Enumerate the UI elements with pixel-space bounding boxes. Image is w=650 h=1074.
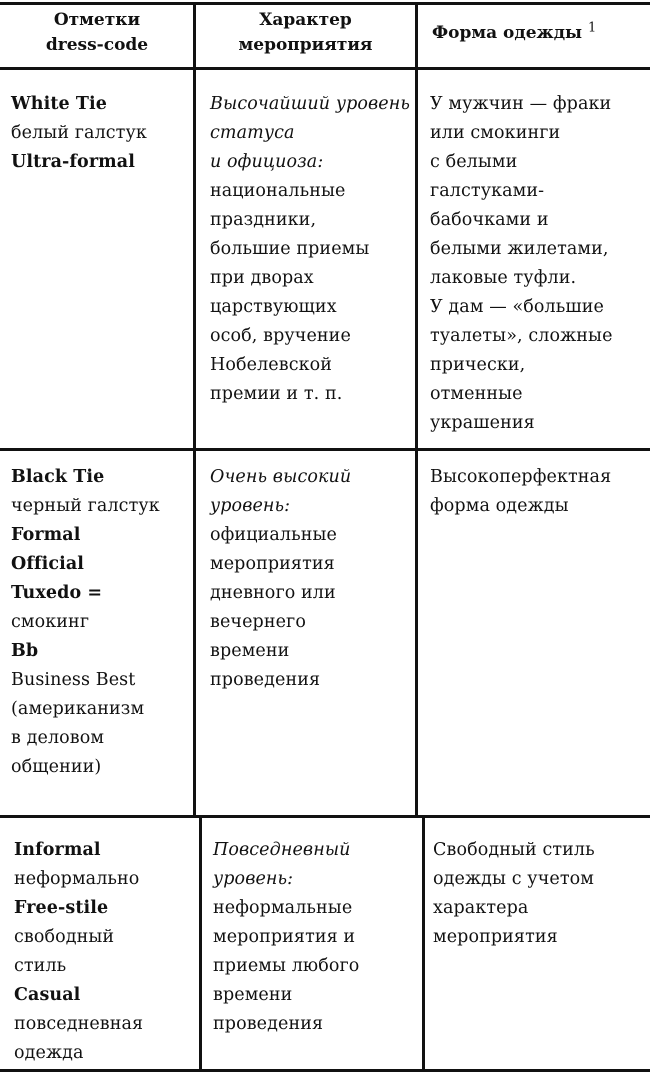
row3-event-cell xyxy=(213,836,359,1039)
dress-code-translation: стиль xyxy=(14,956,67,976)
table-bottom-border xyxy=(0,1069,650,1072)
header-divider xyxy=(0,67,650,70)
dress-code-term: Informal xyxy=(14,840,101,860)
event-description-line: премии и т. п. xyxy=(210,384,343,404)
event-level-label: уровень: xyxy=(213,869,294,889)
event-description-line: праздники, xyxy=(210,210,317,230)
clothing-description-line: галстуками- xyxy=(430,181,545,201)
row-divider-1 xyxy=(0,448,650,451)
event-description-line: проведения xyxy=(213,1014,324,1034)
dress-code-term: Tuxedo = xyxy=(11,583,103,603)
dress-code-term: Official xyxy=(11,554,85,574)
event-level-label: Очень высокий xyxy=(210,467,352,487)
header-dress-code xyxy=(2,8,192,58)
column-divider-2-top xyxy=(415,2,418,817)
clothing-description-line: отменные xyxy=(430,384,523,404)
event-description-line: Нобелевской xyxy=(210,355,333,375)
row2-dress-code-cell xyxy=(11,463,160,782)
clothing-description-line: прически, xyxy=(430,355,526,375)
dress-code-term: Black Tie xyxy=(11,467,105,487)
clothing-description-line: Свободный стиль xyxy=(433,840,595,860)
event-level-label: уровень: xyxy=(210,496,291,516)
clothing-description-line: с белыми xyxy=(430,152,518,172)
clothing-description-line: характера xyxy=(433,898,529,918)
dress-code-translation: в деловом xyxy=(11,728,105,748)
dress-code-term: Ultra-formal xyxy=(11,152,135,172)
event-description-line: мероприятия xyxy=(210,554,335,574)
header-clothing-form-label: Форма одежды xyxy=(432,23,583,43)
clothing-description-line: Высокоперфектная xyxy=(430,467,612,487)
event-level-label: Высочайший уровень xyxy=(210,94,411,114)
event-level-label: и официоза: xyxy=(210,152,324,172)
clothing-description-line: лаковые туфли. xyxy=(430,268,577,288)
event-description-line: проведения xyxy=(210,670,321,690)
header-dress-code-line: Отметки xyxy=(53,10,141,30)
dress-code-translation: (американизм xyxy=(11,699,145,719)
row1-event-cell xyxy=(210,90,410,409)
header-dress-code-line: dress-code xyxy=(45,35,149,55)
column-divider-1-top xyxy=(193,2,196,817)
event-description-line: вечернего xyxy=(210,612,306,632)
dress-code-translation: одежда xyxy=(14,1043,84,1063)
event-description-line: времени xyxy=(210,641,290,661)
dress-code-term: White Tie xyxy=(11,94,108,114)
clothing-description-line: У мужчин — фраки xyxy=(430,94,612,114)
column-divider-2-bottom xyxy=(422,815,425,1072)
clothing-description-line: белыми жилетами, xyxy=(430,239,609,259)
row1-dress-code-cell xyxy=(11,90,147,177)
table-top-border xyxy=(0,2,650,5)
clothing-description-line: мероприятия xyxy=(433,927,558,947)
dress-code-term: Bb xyxy=(11,641,39,661)
header-event-character-line: Характер xyxy=(259,10,352,30)
dress-code-translation: свободный xyxy=(14,927,115,947)
event-level-label: статуса xyxy=(210,123,295,143)
event-description-line: дневного или xyxy=(210,583,336,603)
header-event-character xyxy=(197,8,414,58)
event-description-line: при дворах xyxy=(210,268,314,288)
dress-code-translation: белый галстук xyxy=(11,123,147,143)
event-description-line: особ, вручение xyxy=(210,326,351,346)
event-description-line: национальные xyxy=(210,181,346,201)
event-description-line: приемы любого xyxy=(213,956,360,976)
event-description-line: царствующих xyxy=(210,297,337,317)
event-description-line: неформальные xyxy=(213,898,353,918)
column-divider-1-bottom xyxy=(199,815,202,1072)
dress-code-translation: общении) xyxy=(11,757,102,777)
event-description-line: официальные xyxy=(210,525,337,545)
clothing-description-line: украшения xyxy=(430,413,535,433)
dress-code-translation: повседневная xyxy=(14,1014,144,1034)
dress-code-term: Casual xyxy=(14,985,81,1005)
row3-dress-code-cell xyxy=(14,836,143,1068)
header-event-character-line: мероприятия xyxy=(238,35,373,55)
row2-clothing-cell xyxy=(430,463,611,521)
header-clothing-form xyxy=(420,21,650,46)
dress-code-translation: Business Best xyxy=(11,670,136,690)
event-description-line: мероприятия и xyxy=(213,927,356,947)
clothing-description-line: туалеты», сложные xyxy=(430,326,613,346)
dress-code-translation: неформально xyxy=(14,869,140,889)
clothing-description-line: форма одежды xyxy=(430,496,569,516)
row2-event-cell xyxy=(210,463,351,695)
clothing-description-line: или смокинги xyxy=(430,123,561,143)
dress-code-translation: смокинг xyxy=(11,612,90,632)
row1-clothing-cell xyxy=(430,90,613,438)
row-divider-2 xyxy=(0,815,650,818)
clothing-description-line: одежды с учетом xyxy=(433,869,594,889)
event-description-line: большие приемы xyxy=(210,239,370,259)
clothing-description-line: У дам — «большие xyxy=(430,297,604,317)
dress-code-translation: черный галстук xyxy=(11,496,160,516)
row3-clothing-cell xyxy=(433,836,595,952)
dress-code-term: Formal xyxy=(11,525,81,545)
dress-code-term: Free-stile xyxy=(14,898,109,918)
clothing-description-line: бабочками и xyxy=(430,210,549,230)
event-description-line: времени xyxy=(213,985,293,1005)
event-level-label: Повседневный xyxy=(213,840,351,860)
header-footnote-mark: 1 xyxy=(588,20,597,36)
